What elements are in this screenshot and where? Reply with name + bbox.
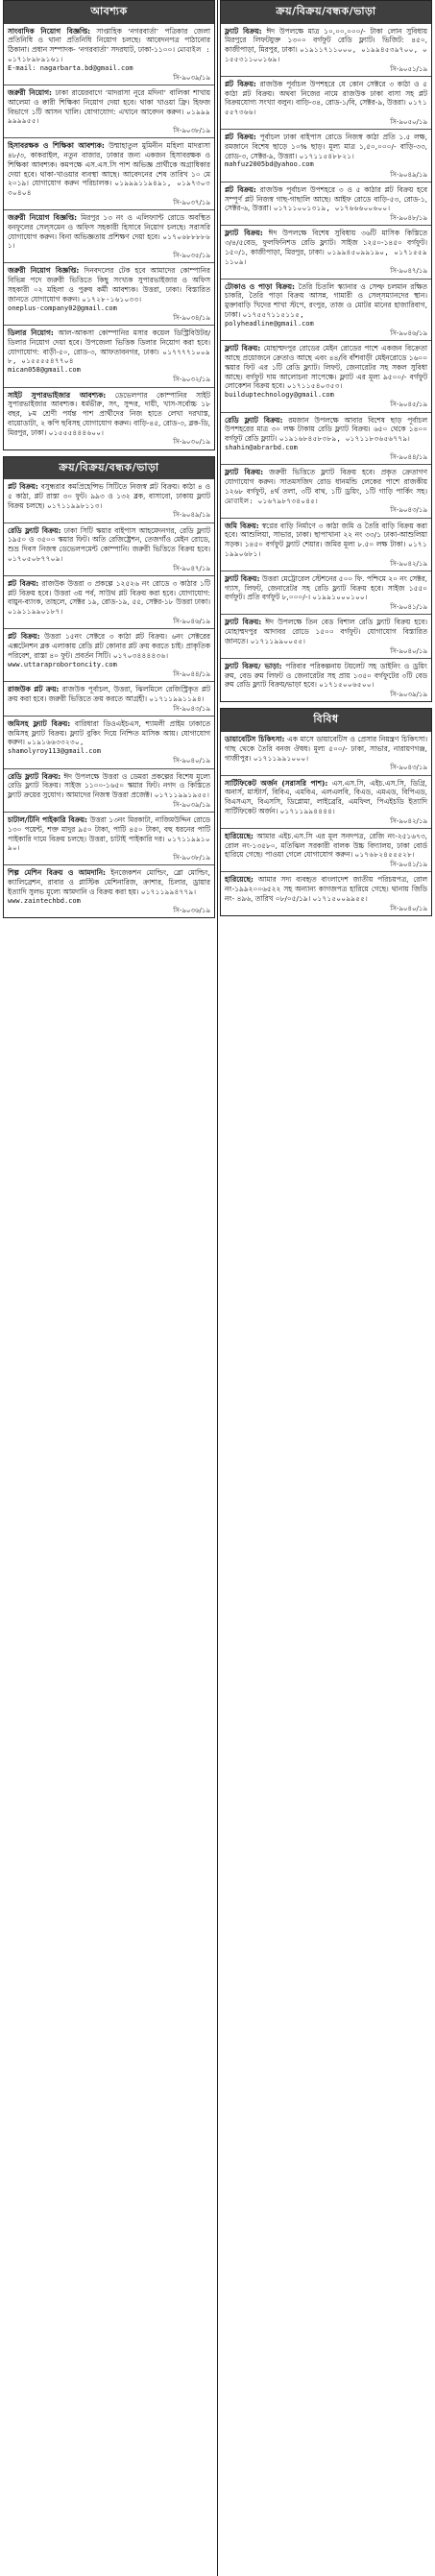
ad-text [8, 88, 210, 126]
classified-ad [4, 813, 214, 865]
ad-title: প্লট বিক্রয়: [8, 632, 40, 642]
ad-title: জরুরী নিয়োগ বিজ্ঞপ্তি: [8, 266, 80, 276]
ad-title: হারিয়েছে: [225, 831, 254, 840]
phone-number[interactable]: ০১৫৫৫৪৪৪৬০০। [48, 427, 105, 437]
phone-number[interactable]: মোবাইল: ০১৬৭৯৮৭৩৪০৪৫। [225, 496, 319, 505]
phone-number[interactable]: ০১৭৭৭৭১০০৯৮, ০১৫৫৫৫৪৭৭০৪ [8, 347, 210, 366]
classified-ad [4, 717, 214, 769]
ad-description: আমার সদ্য ব্যবহৃত বাংলাদেশ জাতীয় পরিচয়পত্র, রোল নং-১৯৯২০০৬৫২২ সহ অন্যান্য কাগজপত্র হারিয়ে গেছে। থানায় জিডি নং- ৪৯৬, তারিখ ০৮/০৫/১৯। [225, 875, 427, 903]
ad-code: সি-৯০৫১/১৯ [390, 64, 427, 73]
right-column [220, 0, 432, 2576]
ad-title: হিসাবরক্ষক ও শিক্ষিকা আবশ্যক: [8, 141, 105, 151]
ad-code: সি-৯০৪৪/১৯ [390, 453, 427, 462]
ad-description: রাজউক উত্তরা ৩ প্রকল্পে ১২৫২৬ নং রোডে ৩ কাঠার ১টি প্লট বিক্রয় হবে। উত্তরা ৩য় পর্ব, সাউথ প্লট বিক্রয় করা হবে। যোগাযোগ: বায়ুন-ব্যাংক, তাহলে, সেক্টর ১৯, রোড-১৯, ৫৫, সেক্টর-১৮ উত্তরা ঢাকা। [8, 578, 210, 607]
ad-description: ঈদ উপলক্ষে মাত্র ১০,০০,০০০/- টাকা লোন সুবিধায় মিরপুরে লিফটযুক্ত ১৩০০ বর্গফুট রেডি ফ্ল্যাট। ভিজিট: ৪৫০, কাজীপাড়া, মিরপুর, ঢাকা। [225, 26, 428, 55]
ad-code: সি-৯০৩৮/১৯ [173, 127, 210, 135]
ad-code: সি-৯০৪৩/১৯ [390, 506, 427, 515]
ad-description: ইনজেকশন মোল্ডিং, ব্লো মোল্ডিং, ক্যালিব্রেশন, রাবার ও প্লাস্টিক মেশিনারিজ, ক্রাশার, চিলার, ড্রায়ার ইত্যাদি সুলভ মূল্যে আমদানি ও বিক্রয় করা হয়। [8, 868, 210, 896]
ad-text [8, 579, 210, 617]
email-link[interactable]: www.uttaraprobortoncity.com [8, 660, 117, 668]
email-link[interactable]: mahfuz2005bd@yahoo.com [225, 160, 314, 169]
ad-title: প্লট বিক্রয়: [225, 133, 256, 142]
ad-code: সি-৯০৩৯/১৯ [390, 691, 427, 699]
phone-number[interactable]: ০১৯৯৯৯৯৯৯৫৫। [8, 107, 210, 126]
ad-text [225, 185, 427, 213]
misc-ad-list [221, 732, 431, 915]
ad-title: ফ্ল্যাট বিক্রয়: [225, 618, 262, 627]
classified-ad [4, 85, 214, 138]
sale-section-right [220, 0, 432, 702]
ad-code: সি-৯০৪০/১৯ [390, 646, 427, 655]
classified-ad [221, 732, 431, 776]
ad-text [225, 282, 427, 320]
email-link[interactable]: E-mail: nagarbarta.bd@gmail.com [8, 63, 133, 72]
phone-number[interactable]: ০১৯১৬৬৩৩২৩০, [27, 738, 85, 747]
phone-number[interactable]: ০১৯১৬৮৪৫৮৩৮৯, ০১৭১১৮৩৬৫৬৭৭৯। [278, 434, 411, 444]
classified-ad [221, 465, 431, 518]
ad-code: সি-৯০৪০/১৯ [173, 757, 210, 766]
ad-text [225, 875, 427, 903]
ad-title: জরুরী নিয়োগ বিজ্ঞপ্তি: [8, 213, 78, 223]
ad-title: রেডি ফ্ল্যাট বিক্রয়: [8, 525, 61, 535]
ad-text [225, 229, 427, 266]
ad-code: সি-৯০৪৫/১৯ [390, 401, 427, 409]
ad-description: উম্মাহাতুল মুমিনীন মহিলা মাদরাসা ৪৮/৩, কাকরাইল, নতুন বাজার, ঢাকার জন্য একজন হিসাবরক্ষক ও শিক্ষিকা আবশ্যক। কমপক্ষে এস.এস.সি পাশ অভিজ্ঞ প্রার্থীকে অগ্রাধিকার দেয়া হবে। থাকা-খাওয়ার ব্যবস্থা আছে। আবেদনের শেষ তারিখ ১০ মে ২০১৯। যোগাযোগ করুন পরিচালক। [8, 141, 210, 188]
phone-number[interactable]: ০১৭১১৫৪০৩৫৩। [287, 381, 343, 391]
ad-description: ডেভেলপার কোম্পানির সাইট সুপারভাইজার আবশ্যক। ধর্মভীরু, সৎ, সুন্দর, দায়ী, খাস-সর্বোচ্চ ১৮ বছর, ৮ম শ্রেণী পর্যন্ত পাশ প্রার্থীদের নিজ হাতে লেখা দরখাস্ত, বায়োডাটা, ২ কপি ছবিসহ যোগাযোগ করুন। বাড়ি-৪৫, রোড-৩, ব্লক-ডি, মিরপুর, ঢাকা। [8, 390, 210, 437]
ad-code: সি-৯০৪৩/১৯ [390, 764, 427, 772]
ad-text [225, 779, 427, 816]
ad-title: ফ্ল্যাট বিক্রয়: [225, 229, 263, 238]
phone-number[interactable]: ০১৯৯৪৫০৯৯১৯০, ০১৭১৫৫৯১১০৯। [225, 247, 427, 266]
ad-text [225, 468, 427, 505]
ad-code: সি-৯০৪৮/১৯ [390, 214, 427, 223]
ad-code: সি-৯০৪২/১৯ [390, 559, 427, 568]
classified-ad [221, 872, 431, 915]
misc-section [220, 708, 432, 915]
classified-ad [4, 769, 214, 814]
ad-description: ঈদ উপলক্ষে উত্তরা ও ডেমরা প্রকল্পের বিশেষ মূল্যে রেডি ফ্ল্যাট বিক্রয়। সাইজ ১১০০-১৬৫০ স্কয়ার ফিট। নগদ ও কিস্তিতে ফ্ল্যাট ক্রয়ের সুযোগ। আমাদের নিজস্ব উত্তরা প্রজেক্ট। [8, 771, 211, 800]
ad-title: জমিসহ ফ্ল্যাট বিক্রয়: [8, 718, 71, 728]
classified-ad [4, 326, 214, 388]
ad-text [225, 522, 427, 559]
ad-title: ফ্ল্যাট বিক্রয়: [225, 344, 261, 353]
ad-code: সি-৯০৪১/১৯ [390, 603, 427, 612]
phone-number[interactable]: ০১৭০৫০৮৭৭০৯। [8, 553, 63, 563]
ad-title: জরুরী নিয়োগ: [8, 88, 52, 98]
phone-number[interactable]: ০১৭১৫০০৬৫০০। [319, 680, 375, 690]
ad-title: চাটাল/টিনি পাইকারি বিক্রয়: [8, 815, 87, 825]
sale-section-left-title: ক্রয়/বিক্রয়/বন্ধক/ভাড়া [4, 457, 214, 480]
ad-title: ডায়াবেটিস চিকিৎসা: [225, 735, 285, 743]
phone-number[interactable]: ০১৭১১৯৯১১৯৪। [149, 693, 205, 703]
phone-number[interactable]: ০১৭১১৯৯৮১১৩। [47, 500, 103, 510]
phone-number[interactable]: ০১৯৯১০০০১০০। [312, 593, 368, 602]
ad-code: সি-৯০৪৯/১৯ [173, 511, 210, 520]
ad-code: সি-৯০৪৩/১৯ [173, 704, 210, 713]
classified-ad [4, 263, 214, 326]
ad-code: সি-৯০৩৪/১৯ [173, 313, 210, 322]
phone-number[interactable]: ০১৭০৬৮৮৮৮৬১। [8, 231, 210, 251]
ad-title: জমি বিক্রয়: [225, 521, 259, 530]
classified-ad [221, 776, 431, 829]
ad-description: এক মাসে ডায়াবেটিস ও প্রেসার নিয়ন্ত্রণ চিকিৎসা। গাছ থেকে তৈরি বনজ ঔষধ। মূল্য ৫০০/- ঢাকা, সাভার, নারায়ণগঞ্জ, গাজীপুর। [225, 735, 427, 763]
wanted-section [3, 0, 215, 450]
phone-number[interactable]: ০১৭০৩৪৪৪৪৩৬। [112, 650, 169, 660]
phone-number[interactable]: ০১৭৬৮২৪৫৫৫২৮। [354, 850, 415, 860]
ad-code: সি-৯০৪১/১৯ [390, 861, 427, 869]
ad-text [8, 526, 210, 564]
ad-description: মোহাম্মদপুর রোডের মেইন রোডের পাশে একজন বিক্রেতা আছে প্রয়োজনে ক্রেতাও আছে এবং ৪৪/বি বাঁশবাড়ী মেইনরোডে ১৬০০ স্কয়ার ফিট এর ১টি রেডি ফ্ল্যাট। লিফট, জেনারেটর সহ সকল সুবিধা আছে। বর্গফুট দাম আলোচনা সাপেক্ষে। ফ্ল্যাট এর মূল্য ৯৫০০/- বর্গফুট লোকেশন বিক্রয় হবে। [225, 344, 427, 391]
phone-number[interactable]: ০১৭৫৫৭১১৫১১৫, [242, 310, 304, 319]
ad-title: প্লট বিক্রয়: [225, 79, 256, 88]
ad-description: ঢাকা রায়েরবাগে ‘মাদরাসা নূরে মদিনা’ বালিকা শাখায় আলেমা ও ক্বারী শিক্ষিকা নিয়োগ দেয়া হবে। থাকা খাওয়া ফ্রি। হিফজ বিভাগে ১টি আসন খালি। যোগাযোগ: এখানে আবেদন করুন। [8, 88, 210, 116]
ad-title: প্লট বিক্রয়: [225, 184, 256, 194]
left-column [3, 0, 215, 2576]
ad-title: টোকাও ও পাড়া বিক্রয়: [225, 281, 295, 291]
ad-title: রেডি ফ্ল্যাট বিক্রয়: [225, 415, 283, 425]
ad-text [8, 632, 210, 660]
classified-ad [4, 629, 214, 682]
ad-text [8, 141, 210, 198]
ad-text [8, 719, 210, 747]
phone-number[interactable]: ০১৯১১৭১১০০০, ০১৯৯৪৫৩৯৭০০, ০১৫৫৩১১০০১৬৯। [225, 45, 427, 63]
ad-code: সি-৯০৩৬/১৯ [173, 906, 210, 914]
classified-ad [221, 130, 431, 182]
wanted-section-title: আবশ্যক [4, 1, 214, 24]
ad-description: উত্তরা মেট্রোরেল স্টেশনের ৫০০ ফি. পশ্চিমে ২০ নং সেক্টর, গ্যাস, লিফট, জেনারেটর সহ রেডি ফ্ল্যাট বিক্রয় হবে। সাইজ ১৫৫০ বর্গফুট। প্রতি বর্গফুট ৮,০০০/-। [225, 573, 427, 602]
ad-text [8, 772, 210, 800]
classified-ad [4, 682, 214, 717]
classified-ad [4, 479, 214, 523]
ad-text [8, 482, 210, 510]
ad-text [8, 266, 210, 304]
classified-ad [4, 138, 214, 210]
ad-description: রমজান উপলক্ষে আবার বিশেষ ছাড় পূর্বাচল উপশহরের মাত্র ৩০ লক্ষ টাকায় রেডি ফ্ল্যাট বিক্রয়। ৬৫০ থেকে ১৪০০ বর্গফুট রেডি ফ্ল্যাট। [225, 415, 427, 444]
phone-number[interactable]: ০১৭১১৯৯৪৭৭৯। [140, 887, 197, 896]
ad-code: সি-৯০৩০/১৯ [173, 438, 210, 447]
ad-code: সি-৯০৩৯/১৯ [173, 800, 210, 809]
ad-text [8, 328, 210, 366]
email-link[interactable]: oneplus-company02@gmail.com [8, 304, 117, 312]
classified-ad [4, 210, 214, 263]
phone-number[interactable]: ০১৭১১৯৯১৯৫৫। [154, 790, 210, 800]
phone-number[interactable]: ০১৭১১৫৪৮৮২১। [299, 151, 355, 160]
phone-number[interactable]: ০১৭১১৯৯০০৫৫। [250, 636, 306, 645]
ad-description: রাজউক পূর্বাচল উপশহরে যে কোন সেক্টরে ৩ কাঠা ও ৫ কাঠা প্লট বিক্রয়। অথবা নিজের নামে রাজউক ঢাকা বাসা সহ প্লট বিক্রয়যোগ্য সংখ্যা বলুন। বাড়ি-৩৪, রোড-১/বি, সেক্টর-৯, উত্তরা। [225, 79, 427, 108]
classified-ad [4, 388, 214, 450]
ad-description: এস.এস.সি, এইচ.এস.সি, ডিগ্রি, অনার্স, মাস্টার্স, বিবিএ, এমবিএ, এলএলবি, বিএড, এমএড, বিপিএড, বিএসএস, বিএসসি, ডিপ্লোমা, লাইব্রেরি, এমফিল, পিএইচডি ইত্যাদি সার্টিফিকেট অর্জন। [225, 778, 427, 815]
ad-text [8, 27, 210, 64]
ad-title: হারিয়েছে: [225, 875, 254, 885]
classified-ad [221, 659, 431, 702]
classified-ad [221, 519, 431, 571]
ad-description: স্বপ্নের বাড়ি নির্মাণে ৩ কাঠা জমি ও তৈরি বাড়ি বিক্রয় করা হবে। আশুলিয়া, সাভার, ঢাকা। ছাপাখানা ২২ নং ৩৩/১ ঢাকা-আশুলিয়া সড়ক। ১৪৫০ বর্গফুট ফ্ল্যাট শেয়ার। জমির মূল্য ৮.৫০ লক্ষ টাকা। [225, 521, 427, 549]
ad-text [225, 80, 427, 117]
ad-title: সার্টিফিকেট অর্জন (সরাসরি পাশ): [225, 778, 328, 788]
email-link[interactable]: mican058@gmail.com [8, 366, 81, 375]
sale-ad-list-right [221, 24, 431, 702]
ad-text [225, 662, 427, 690]
sale-section-right-title: ক্রয়/বিক্রয়/বন্ধক/ভাড়া [221, 1, 431, 24]
ad-title: সাইট সুপারভাইজার আবশ্যক: [8, 390, 107, 400]
ad-title: ফ্ল্যাট বিক্রয়: [225, 468, 264, 477]
classified-ad [221, 571, 431, 616]
ad-code: সি-৯০৩২/১৯ [173, 376, 210, 384]
ad-code: সি-৯০৪৪/১৯ [173, 669, 210, 678]
ad-title: প্লট বিক্রয়: [8, 578, 39, 588]
classified-ad [221, 226, 431, 279]
ad-text [225, 344, 427, 391]
ad-code: সি-৯০৩৫/১৯ [173, 252, 210, 260]
classified-ad [221, 615, 431, 659]
email-link[interactable]: buildupteсhnology@gmail.com [225, 391, 334, 400]
classified-ad [4, 576, 214, 629]
ad-code: সি-৯০৪০/১৯ [390, 904, 427, 912]
classified-ad [221, 829, 431, 873]
ad-text [225, 574, 427, 602]
sale-ad-list-left [4, 479, 214, 917]
email-link[interactable]: shahin@abrarbd.com [225, 443, 298, 451]
misc-section-title: বিবিধ [221, 709, 431, 732]
classified-ad [221, 413, 431, 466]
ad-description: সাপ্তাহিক ‘নগরবার্তা’ পত্রিকার জেলা প্রতিনিধি ও থানা প্রতিনিধি নিয়োগ চলছে। আবেদনপত্র পাঠানোর ঠিকানা। প্রধান সম্পাদক- ‘নগরবার্তা’ সদরঘাট, ঢাকা-১১০০। [8, 26, 210, 55]
ad-description: তৈরি চিতলি স্ক্যানার ও সেল্ফ চলমান রক্ষিত চাকরি, তৈরি পাড়া বিক্রয় আসন্ন, গামারী ও সেল্সম্যানদের স্থান। মুক্তাবাড়ি খিদের শাখা স্টপে, রংপুর, তাজ ও মোটর মানের হাজারিবাগ, ঢাকা। [225, 281, 427, 319]
ad-title: ডিলার নিয়োগ: [8, 328, 54, 337]
ad-text [225, 27, 427, 64]
sale-section-left [3, 456, 215, 919]
wanted-ad-list [4, 24, 214, 450]
ad-description: উত্তরা ১৫নং সেক্টরে ৩ কাঠা প্লট বিক্রয়। ৬নং সেক্টরের এক্সটেনশন ব্লক এলাকায় রেডি প্লট কোনার প্লট ক্রয় করতে চাই। প্রাকৃতিক পরিবেশ, রাস্তা ৪০ ফুট। প্রবর্তন সিটি। [8, 632, 210, 660]
email-link[interactable]: shamolyroy113@gmail.com [8, 747, 101, 756]
ad-description: পূর্বাচল ঢাকা বাইপাস রোডে নিজস্ব কাঠা প্রতি ১.৫ লক্ষ, রমজানে বিশেষ ছাড়ে ১০% ছাড়। মূল্য মাত্র ১,৫০,০০০/- বাড়ি-৩৩, রোড-৩, সেক্টর-৯, উত্তরা। [225, 133, 427, 160]
classified-ad [221, 279, 431, 342]
phone-number[interactable]: ০১৭২৮-১৬১০৩৩। [82, 294, 142, 304]
ad-description: ঈদ উপলক্ষে তিন বেড বিশাল রেডি ফ্ল্যাট বিক্রয় হবে। মোহাম্মদপুর আদাবর রোডে ১৫০০ বর্গফুট। যোগাযোগ বিস্তারিত জানতে। [225, 618, 427, 645]
ad-code: সি-৯০৩৯/১৯ [173, 73, 210, 82]
ad-description: বারিধারা ডিওএইচএস, শ্যামলী প্রাইম ঢাকাতে জমিসহ ফ্ল্যাট বিক্রয়। ফ্ল্যাট বুকিং দিয়ে নিশ্চিত মাসিক আয়। যোগাযোগ করুন। [8, 718, 210, 747]
column-divider [217, 0, 218, 2576]
ad-text [8, 685, 210, 704]
ad-title: প্লট বিক্রয়: [8, 482, 38, 492]
ad-text [8, 868, 210, 896]
ad-title: রেডি ফ্ল্যাট বিক্রয়: [8, 771, 61, 781]
ad-code: সি-৯০৩৭/১৯ [173, 198, 210, 207]
ad-description: দিনবদলের টেক হবে আমাদের কোম্পানির বিভিন্ন পদে জরুরী ভিত্তিতে কিছু সংখ্যক সুপারভাইজার ও অফিস সহকারী ০২ মহিলা ও পুরুষ কর্মী আবশ্যক। উত্তরা, ঢাকা। বিস্তারিত জানতে যোগাযোগ করুন। [8, 266, 210, 304]
ad-title: ফ্ল্যাট বিক্রয়: [225, 573, 260, 583]
phone-number[interactable]: ০১৭১৫৫৭৩৬৬। [225, 98, 427, 117]
phone-number[interactable]: মোবাইল : ০১৭১৮৯৮৯১৬১। [8, 45, 211, 63]
phone-number[interactable]: ০১৭১১০০১৩১৯, ০১৭৬৬৬০০৬০০। [273, 204, 391, 213]
ad-title: রাজউক প্লট ক্রয়: [8, 685, 60, 693]
ad-text [225, 133, 427, 160]
ad-code: সি-৯০৫০/১৯ [390, 117, 427, 126]
classified-ad [4, 865, 214, 917]
ad-text [225, 416, 427, 444]
ad-code: সি-৯০৪৯/১৯ [390, 170, 427, 179]
email-link[interactable]: polyheadline@gmail.com [225, 319, 314, 328]
ad-description: উত্তরা ১৩নং মিরকাটা, নাজিমউদ্দিন রোডে ১৩০ পয়েন্ট, শক্ত মাদুর ৯৫০ টাকা, পাটি ৪৫০ টাকা, বহু ধরনের পাটি পাইকারি দামে বিক্রয় চলছে। উত্তরা, চাটাই পাইকারি দর। [8, 815, 210, 843]
ad-text [225, 735, 427, 763]
ad-code: সি-৯০৪৭/১৯ [173, 564, 210, 572]
phone-number[interactable]: ০১৭১৫০০৯৯৫৫। [312, 893, 369, 903]
ad-title: ফ্ল্যাট বিক্রয়/ ভাড়া: [225, 661, 282, 670]
ad-text [225, 832, 427, 860]
ad-description: রাজউক পূর্বাচল উপশহরে ৩ ও ৫ কাঠার প্লট বিক্রয় হবে সম্পূর্ণ প্লট নিজস্ব গাছ-গাছালি আছে। আইফ রোডে বাড়ি-৫৩, রোড-১, সেক্টর-৬, উত্তরা। [225, 184, 427, 213]
ad-code: সি-৯০৪২/১৯ [390, 816, 427, 825]
ad-description: আল-আকসা কোম্পানির মসার কয়েল ডিস্ট্রিবিউটর/ডিলার নিয়োগ দেয়া হবে। উপজেলা ভিত্তিক ডিলার নিয়োগ করা হবে। যোগাযোগ: বাড়ী-৫০, রোড-৩, আফতাবনগর, ঢাকা। [8, 328, 210, 356]
ad-code: সি-৯০৩৮/১৯ [173, 854, 210, 863]
ad-description: বসুন্ধরার কমপ্রিহেন্সিভ সিটিতে নিজস্ব প্লট বিক্রয়। কাঠা ৪ ও ৫ কাঠা, প্লট রাস্তা ৩০ ফুট। ৯৯৩ ও ১৩২ ব্লক, বাসাবো, ঢাকায় ফ্ল্যাট বিক্রয় চলছে। [8, 482, 210, 510]
ad-text [8, 815, 210, 853]
ad-description: জরুরী ভিত্তিতে ফ্ল্যাট বিক্রয় হবে। প্রকৃত ক্রেতাগণ যোগাযোগ করুন। সাতমসজিদ রোড ধানমন্ডি লেকের পাশে রাজকীয় ১২৬৮ বর্গফুট, ৪র্থ তলা, ৩টি বাথ, ১টি ড্রয়িং, ১টি গাড়ি পার্কিং সহ। [225, 468, 427, 496]
ad-text [8, 213, 210, 251]
phone-number[interactable]: ০১৯৯৯১১৯৪৯১, ০১৯৭৩০৩৩০৪০৪ [8, 179, 210, 198]
classified-ad [4, 24, 214, 86]
ad-title: শিল্প মেশিন বিক্রয় ও আমদানি: [8, 868, 106, 878]
ad-code: সি-৯০৪৬/১৯ [390, 329, 427, 337]
ad-title: ফ্ল্যাট বিক্রয়: [225, 26, 262, 36]
ad-text [8, 391, 210, 438]
ad-description: মিরপুর ১৩ নং ও এলিফ্যান্ট রোডে অবস্থিত বনফুলের সেল্সমেন ও অফিস সহকারী হিসাবে নিয়োগ চলছে। সরাসরি যোগাযোগ করুন। বিনা অভিজ্ঞতায় প্রশিক্ষণ দেয়া হবে। [8, 213, 211, 241]
email-link[interactable]: www.zaintechbd.com [8, 896, 81, 905]
ad-text [225, 618, 427, 645]
ad-description: রাজউক পূর্বাচল, উত্তরা, ঝিলমিলে রেজিস্ট্রিকৃত প্লট ক্রয় করা হবে। জরুরী ভিত্তিতে ক্রয় করতে আগ্রহী। [8, 685, 210, 703]
ad-code: সি-৯০৪৬/১৯ [173, 618, 210, 625]
classified-ad [221, 77, 431, 130]
classified-ad [221, 341, 431, 412]
ad-code: সি-৯০৪৭/১৯ [390, 267, 427, 276]
phone-number[interactable]: ০১৭১১৯৯৪৪৪৪। [279, 806, 336, 815]
ad-description: ঈদ উপলক্ষে বিশেষ সুবিধায় ৩৬টি মাসিক কিস্তিতে ৩/৪/৫বেড, ফুলফিনিশড রেডি ফ্ল্যাট। সাইজ ১২৫০-১৪৫০ বর্গফুট। ১৫০/১, কাজীপাড়া, মিরপুর, ঢাকা। [225, 229, 427, 256]
phone-number[interactable]: ০১৭১১৯৯১০৯০। [8, 834, 210, 853]
classified-ad [221, 24, 431, 77]
phone-number[interactable]: ০১৯১১৯৯০১৮৭। [8, 607, 63, 617]
ad-description: ঢাকা সিটি স্কয়ার বাইপাস আহমেদনগর, রেডি ফ্ল্যাট ১৯৫০ ও ৩৫০০ স্কয়ার ফিট। অতি রেজিষ্ট্রেশন, তেজগাঁও মেইন রোডে, শুভ্র দিবস নিজস্ব ডেভেলপমেন্ট কোম্পানি। জরুরী ভিত্তিতে বিক্রয় হবে। [8, 525, 211, 554]
ad-description: পরিবার পরিকল্পনায় টয়লেট সহ ডাইনিং ও ড্রয়িং রুম, বেড রুম লিফট ও জেনারেটর সহ প্রায় ১৩৫০ বর্গফুটের ৩টি বেড রুম রেডি ফ্ল্যাট বিক্রয়/ভাড়া হবে। [225, 661, 427, 690]
ad-title: সাংবাদিক নিয়োগ বিজ্ঞপ্তি: [8, 26, 91, 36]
phone-number[interactable]: ০১৭১১৯৯০৬৮১। [225, 540, 427, 558]
ad-description: আমার এইচ.এস.সি এর মূল সনদপত্র, রেজি নং-২৫১৬৭৩, রোল নং-১৩৫৮০, মতিঝিল সরকারী বালক উচ্চ বিদ্যালয়, ঢাকা বোর্ড হারিয়ে গেছে। পাওয়া গেলে যোগাযোগ করুন। [225, 831, 427, 860]
classified-ad [221, 182, 431, 227]
classified-ad [4, 523, 214, 576]
phone-number[interactable]: ০১৭১১৯৯১০০০। [253, 753, 309, 763]
